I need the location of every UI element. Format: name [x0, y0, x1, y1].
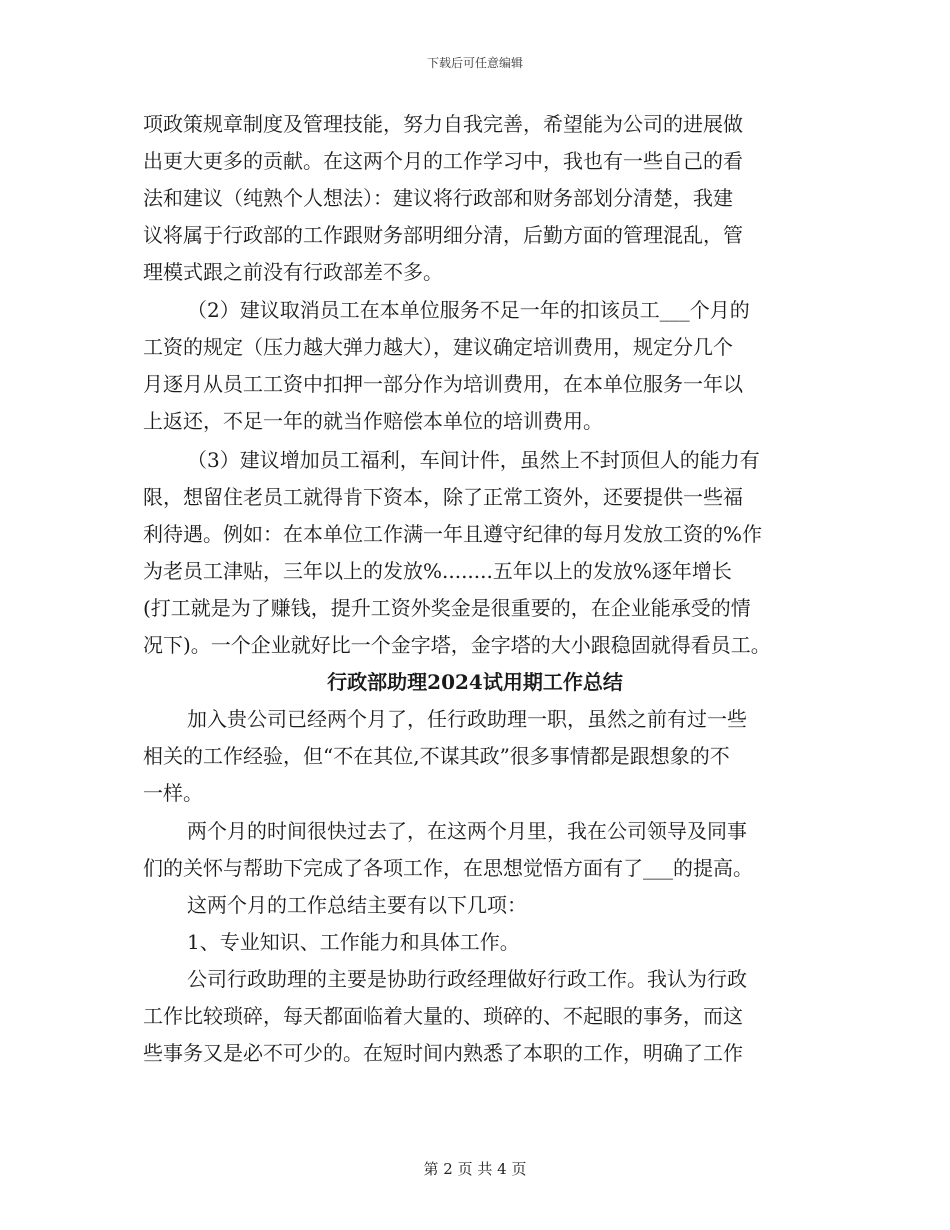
paragraph-line: 利待遇。例如：在本单位工作满一年且遵守纪律的每月发放工资的%作 — [143, 522, 763, 546]
page-header: 下载后可任意编辑 — [426, 56, 523, 70]
paragraph-line: 1、专业知识、工作能力和具体工作。 — [187, 930, 520, 954]
paragraph-line: （2）建议取消员工在本单位服务不足一年的扣该员工___个月的 — [187, 298, 750, 322]
paragraph-line: (打工就是为了赚钱，提升工资外奖金是很重要的，在企业能承受的情 — [143, 596, 751, 620]
paragraph-line: 公司行政助理的主要是协助行政经理做好行政工作。我认为行政 — [187, 967, 747, 991]
paragraph-line: 项政策规章制度及管理技能，努力自我完善，希望能为公司的进展做 — [143, 112, 743, 136]
paragraph-line: 一样。 — [143, 781, 203, 805]
paragraph-line: 们的关怀与帮助下完成了各项工作，在思想觉悟方面有了___的提高。 — [143, 856, 753, 880]
paragraph-line: 这两个月的工作总结主要有以下几项： — [187, 893, 527, 917]
paragraph-line: 况下)。一个企业就好比一个金字塔，金字塔的大小跟稳固就得看员工。 — [143, 633, 771, 657]
paragraph-line: 加入贵公司已经两个月了，任行政助理一职，虽然之前有过一些 — [187, 707, 747, 731]
paragraph-line: 工资的规定（压力越大弹力越大），建议确定培训费用，规定分几个 — [143, 335, 733, 359]
paragraph-line: 上返还，不足一年的就当作赔偿本单位的培训费用。 — [143, 409, 603, 433]
page-number: 第 2 页 共 4 页 — [423, 1160, 527, 1178]
paragraph-line: 理模式跟之前没有行政部差不多。 — [143, 260, 443, 284]
section-title: 行政部助理2024试用期工作总结 — [327, 670, 623, 694]
paragraph-line: （3）建议增加员工福利，车间计件，虽然上不封顶但人的能力有 — [187, 448, 760, 472]
paragraph-line: 月逐月从员工工资中扣押一部分作为培训费用，在本单位服务一年以 — [143, 372, 743, 396]
paragraph-line: 为老员工津贴，三年以上的发放%........五年以上的发放%逐年增长 — [143, 559, 732, 583]
paragraph-line: 些事务又是必不可少的。在短时间内熟悉了本职的工作，明确了工作 — [143, 1041, 743, 1065]
paragraph-line: 工作比较琐碎，每天都面临着大量的、琐碎的、不起眼的事务，而这 — [143, 1004, 743, 1028]
paragraph-line: 相关的工作经验，但“不在其位,不谋其政”很多事情都是跟想象的不 — [143, 744, 730, 768]
paragraph-line: 限，想留住老员工就得肯下资本，除了正常工资外，还要提供一些福 — [143, 485, 743, 509]
paragraph-line: 两个月的时间很快过去了，在这两个月里，我在公司领导及同事 — [187, 819, 747, 843]
paragraph-line: 法和建议（纯熟个人想法）：建议将行政部和财务部划分清楚，我建 — [143, 186, 733, 210]
paragraph-line: 出更大更多的贡献。在这两个月的工作学习中，我也有一些自己的看 — [143, 149, 743, 173]
paragraph-line: 议将属于行政部的工作跟财务部明细分清，后勤方面的管理混乱，管 — [143, 223, 743, 247]
